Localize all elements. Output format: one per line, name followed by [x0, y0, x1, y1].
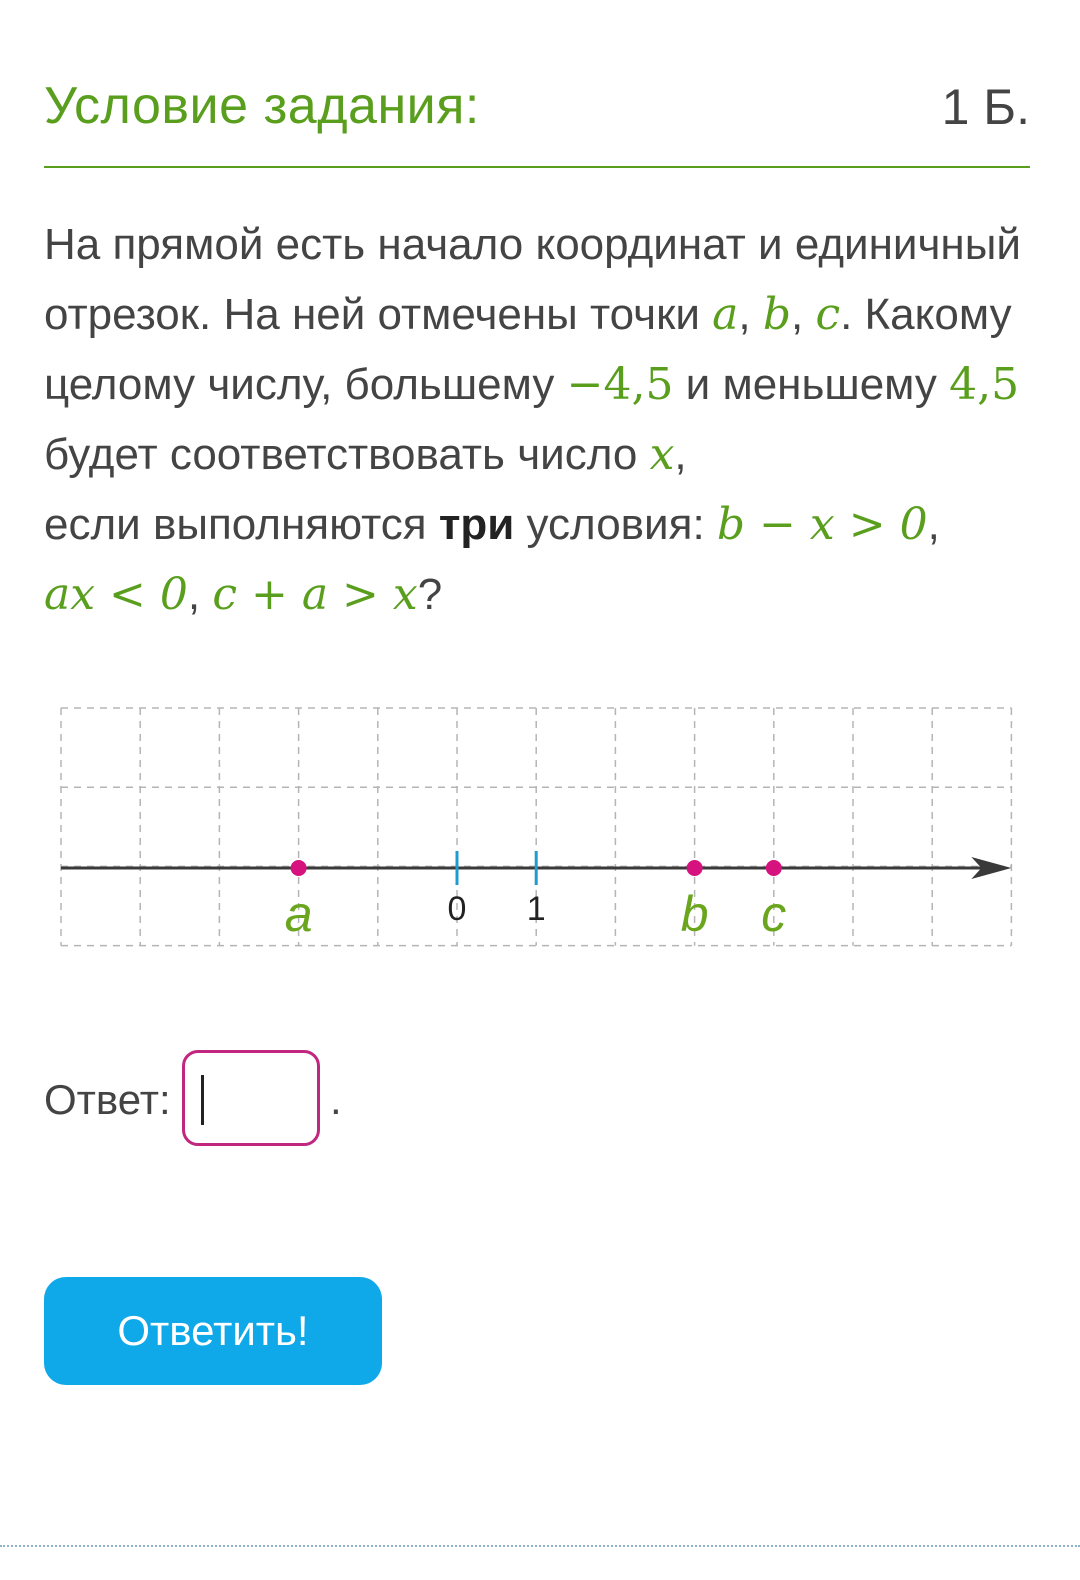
point-label-a: a [284, 886, 313, 942]
point-label-c: c [761, 886, 787, 942]
text-caret [201, 1075, 204, 1125]
statement-text: если выполняются [44, 500, 439, 549]
point-c [766, 860, 782, 876]
answer-label: Ответ: [44, 1076, 171, 1123]
statement-text: , [674, 430, 687, 479]
condition-3: c + a > x [212, 569, 418, 620]
submit-button[interactable]: Ответить! [44, 1277, 382, 1385]
number-line-diagram [0, 690, 1080, 970]
statement-text: условия: [514, 500, 717, 549]
task-header [44, 70, 1030, 168]
math-var-c: c [815, 289, 841, 340]
tick-labels [448, 890, 546, 928]
task-title: Условие задания: [44, 77, 480, 135]
answer-trailing-dot: . [330, 1076, 342, 1123]
statement-text: , [927, 500, 940, 549]
bottom-divider [0, 1545, 1080, 1547]
statement-text: , [187, 570, 213, 619]
math-upper-bound: 4,5 [949, 359, 1020, 410]
unit-tick-label: 1 [526, 890, 546, 928]
statement-text: будет соответствовать число [44, 430, 650, 479]
origin-tick-label: 0 [447, 890, 467, 928]
condition-2: ax < 0 [44, 569, 188, 620]
math-var-x: x [649, 429, 675, 480]
statement-text: ? [417, 570, 443, 619]
math-var-b: b [762, 289, 791, 340]
point-label-b: b [680, 886, 709, 942]
emphasis-three: три [438, 500, 515, 549]
task-score: 1 Б. [941, 79, 1030, 135]
point-b [687, 860, 703, 876]
answer-input[interactable] [182, 1050, 320, 1146]
statement-text: . Какому целому числу, большему [44, 290, 1012, 409]
math-var-a: a [712, 289, 739, 340]
statement-text: , [790, 290, 816, 339]
statement-text: На прямой есть начало координат и единичный отрезок. На ней отмечены точки [44, 220, 1021, 339]
point-a [291, 860, 307, 876]
statement-text: , [738, 290, 763, 339]
statement-text: и меньшему [673, 360, 950, 409]
task-statement [44, 210, 1044, 630]
condition-1: b − x > 0 [716, 499, 928, 550]
math-lower-bound: −4,5 [566, 359, 674, 410]
